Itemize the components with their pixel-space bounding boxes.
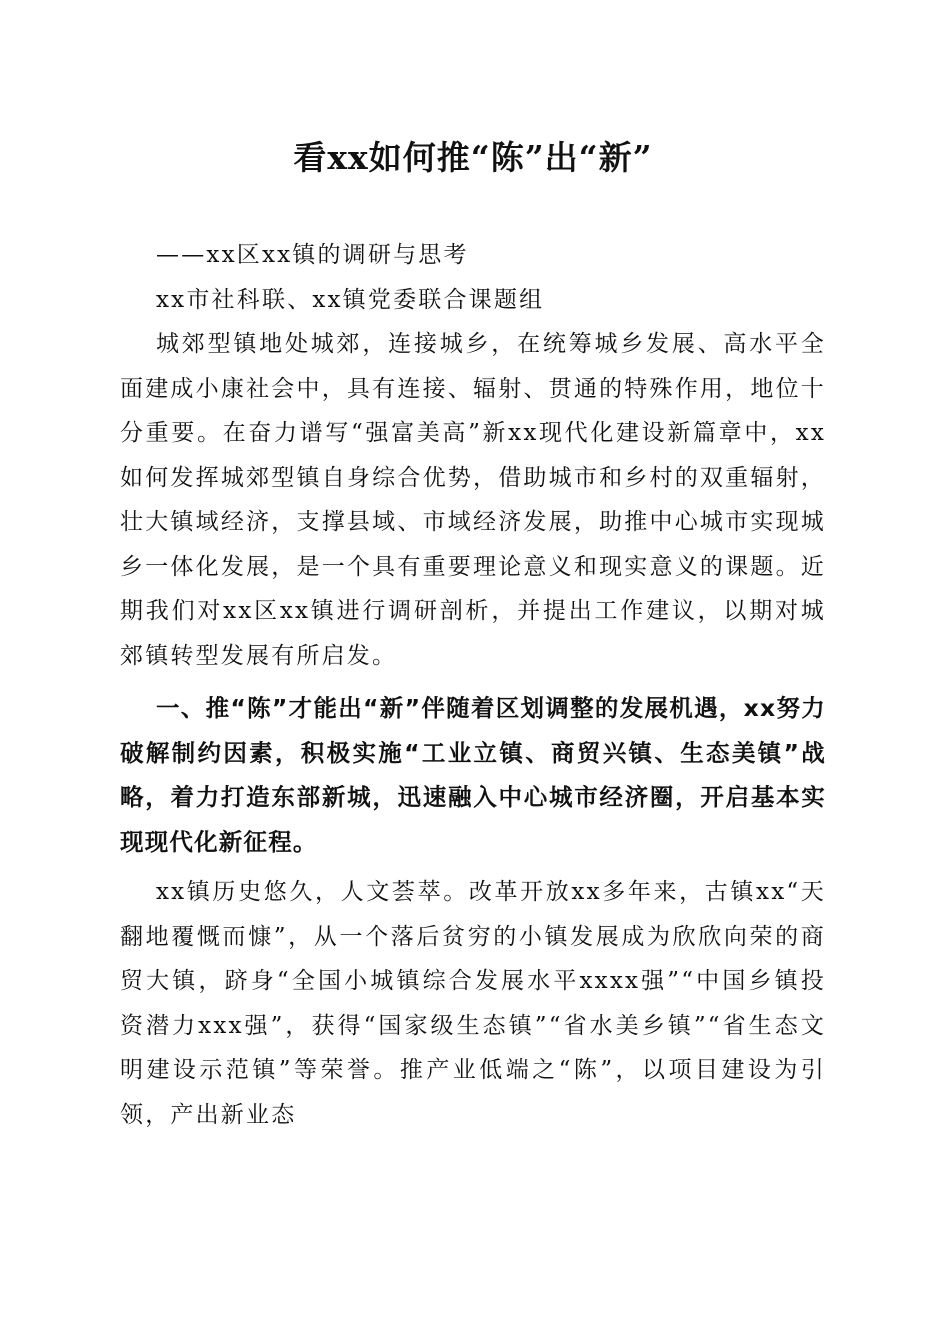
document-title: 看xx如何推“陈”出“新” bbox=[293, 138, 653, 177]
document-subtitle: ——xx区xx镇的调研与思考 bbox=[156, 242, 469, 268]
intro-paragraph: 城郊型镇地处城郊，连接城乡，在统筹城乡发展、高水平全面建成小康社会中，具有连接、辐射、贯通的特殊作用，地位十分重要。在奋力谱写“强富美高”新xx现代化建设新篇章中，xx如何发挥城郊型镇自身综合优势，借助城市和乡村的双重辐射，壮大镇域经济，支撑县域、市域经济发展，助推中心城市实现城乡一体化发展，是一个具有重要理论意义和现实意义的课题。近期我们对xx区xx镇进行调研剖析，并提出工作建议，以期对城郊镇转型发展有所启发。 bbox=[120, 331, 826, 669]
section-heading: 一、推“陈”才能出“新”伴随着区划调整的发展机遇，xx努力破解制约因素，积极实施“工业立镇、商贸兴镇、生态美镇”战略，着力打造东部新城，迅速融入中心城市经济圈，开启基本实现现代化新征程。 bbox=[120, 694, 826, 856]
section-paragraph: xx镇历史悠久，人文荟萃。改革开放xx多年来，古镇xx“天翻地覆慨而慷”，从一个落后贫穷的小镇发展成为欣欣向荣的商贸大镇，跻身“全国小城镇综合发展水平xxxx强”“中国乡镇投资潜力xxx强”，获得“国家级生态镇”“省水美乡镇”“省生态文明建设示范镇”等荣誉。推产业低端之“陈”，以项目建设为引领，产出新业态 bbox=[120, 879, 826, 1128]
document-author: xx市社科联、xx镇党委联合课题组 bbox=[156, 286, 545, 313]
document-page bbox=[120, 128, 826, 1137]
